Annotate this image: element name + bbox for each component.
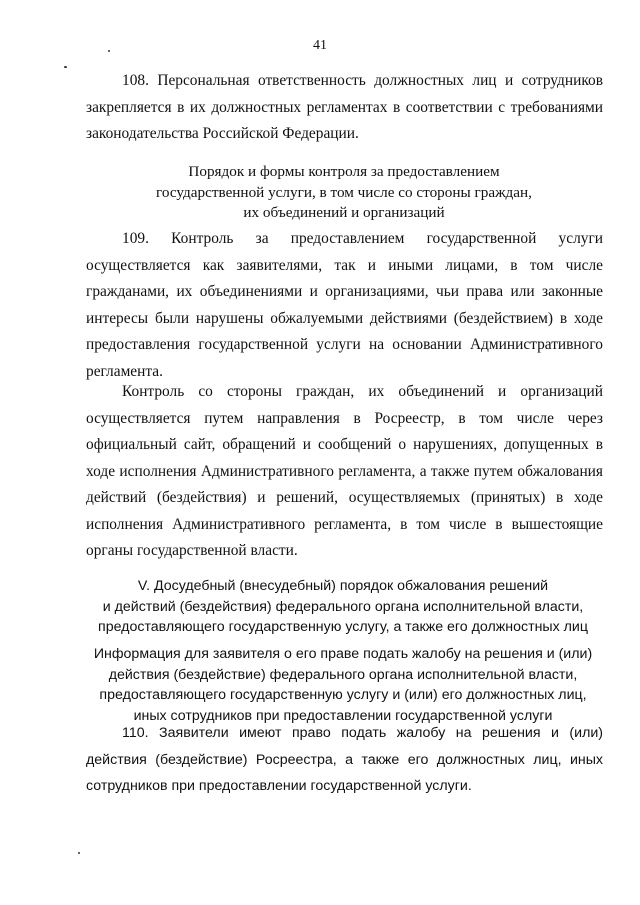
heading-info-line-1: Информация для заявителя о его праве подать жалобу на решения и (или): [93, 646, 593, 662]
page-number: 41: [313, 38, 327, 53]
heading-info-line-3: предоставляющего государственную услугу и (или) его должностных лиц,: [99, 687, 587, 703]
paragraph-110: 110. Заявители имеют право подать жалобу на решения и (или) действия (бездействие) Росреестра, а также его должностных лиц, иных сотрудников при предоставлении государственной услуги.: [86, 725, 603, 794]
heading-control: [80, 162, 608, 224]
heading-control-line-1: Порядок и формы контроля за предоставлением: [188, 163, 500, 180]
scan-speck: [64, 66, 67, 68]
scan-speck: [78, 852, 80, 854]
heading-section-5-line-3: предоставляющего государственную услугу, а также его должностных лиц: [98, 619, 588, 635]
heading-section-5: [70, 576, 616, 638]
heading-control-line-2: государственной услуги, в том числе со стороны граждан,: [156, 183, 532, 201]
heading-section-5-line-2: и действий (бездействия) федерального органа исполнительной власти,: [102, 598, 584, 615]
heading-info: [70, 644, 616, 726]
heading-info-line-4: иных сотрудников при предоставлении государственной услуги: [133, 707, 553, 724]
heading-section-5-line-1: V. Досудебный (внесудебный) порядок обжалования решений: [137, 578, 549, 594]
heading-control-line-3: их объединений и организаций: [243, 204, 445, 221]
paragraph-108: 108. Персональная ответственность должностных лиц и сотрудников закрепляется в их должностных регламентах в соответствии с требованиями законодательства Российской Федерации.: [86, 72, 603, 142]
paragraph-109-control: Контроль со стороны граждан, их объединений и организаций осуществляется путем направления в Росреестр, в том числе через официальный сайт, обращений и сообщений о нарушениях, допущенных в ходе исполнения Административного регламента, а также путем обжалования действий (бездействия) и решений, осуществляемых (принятых) в ходе исполнения Административного регламента, в том числе в вышестоящие органы государственной власти.: [86, 383, 603, 559]
paragraph-109: 109. Контроль за предоставлением государственной услуги осуществляется как заявителями, так и иными лицами, в том числе гражданами, их объединениями и организациями, чьи права или законные интересы были нарушены обжалуемыми действиями (бездействием) в ходе предоставления государственной услуги на основании Административного регламента.: [86, 230, 603, 380]
heading-info-line-2: действия (бездействие) федерального органа исполнительной власти,: [108, 666, 578, 683]
